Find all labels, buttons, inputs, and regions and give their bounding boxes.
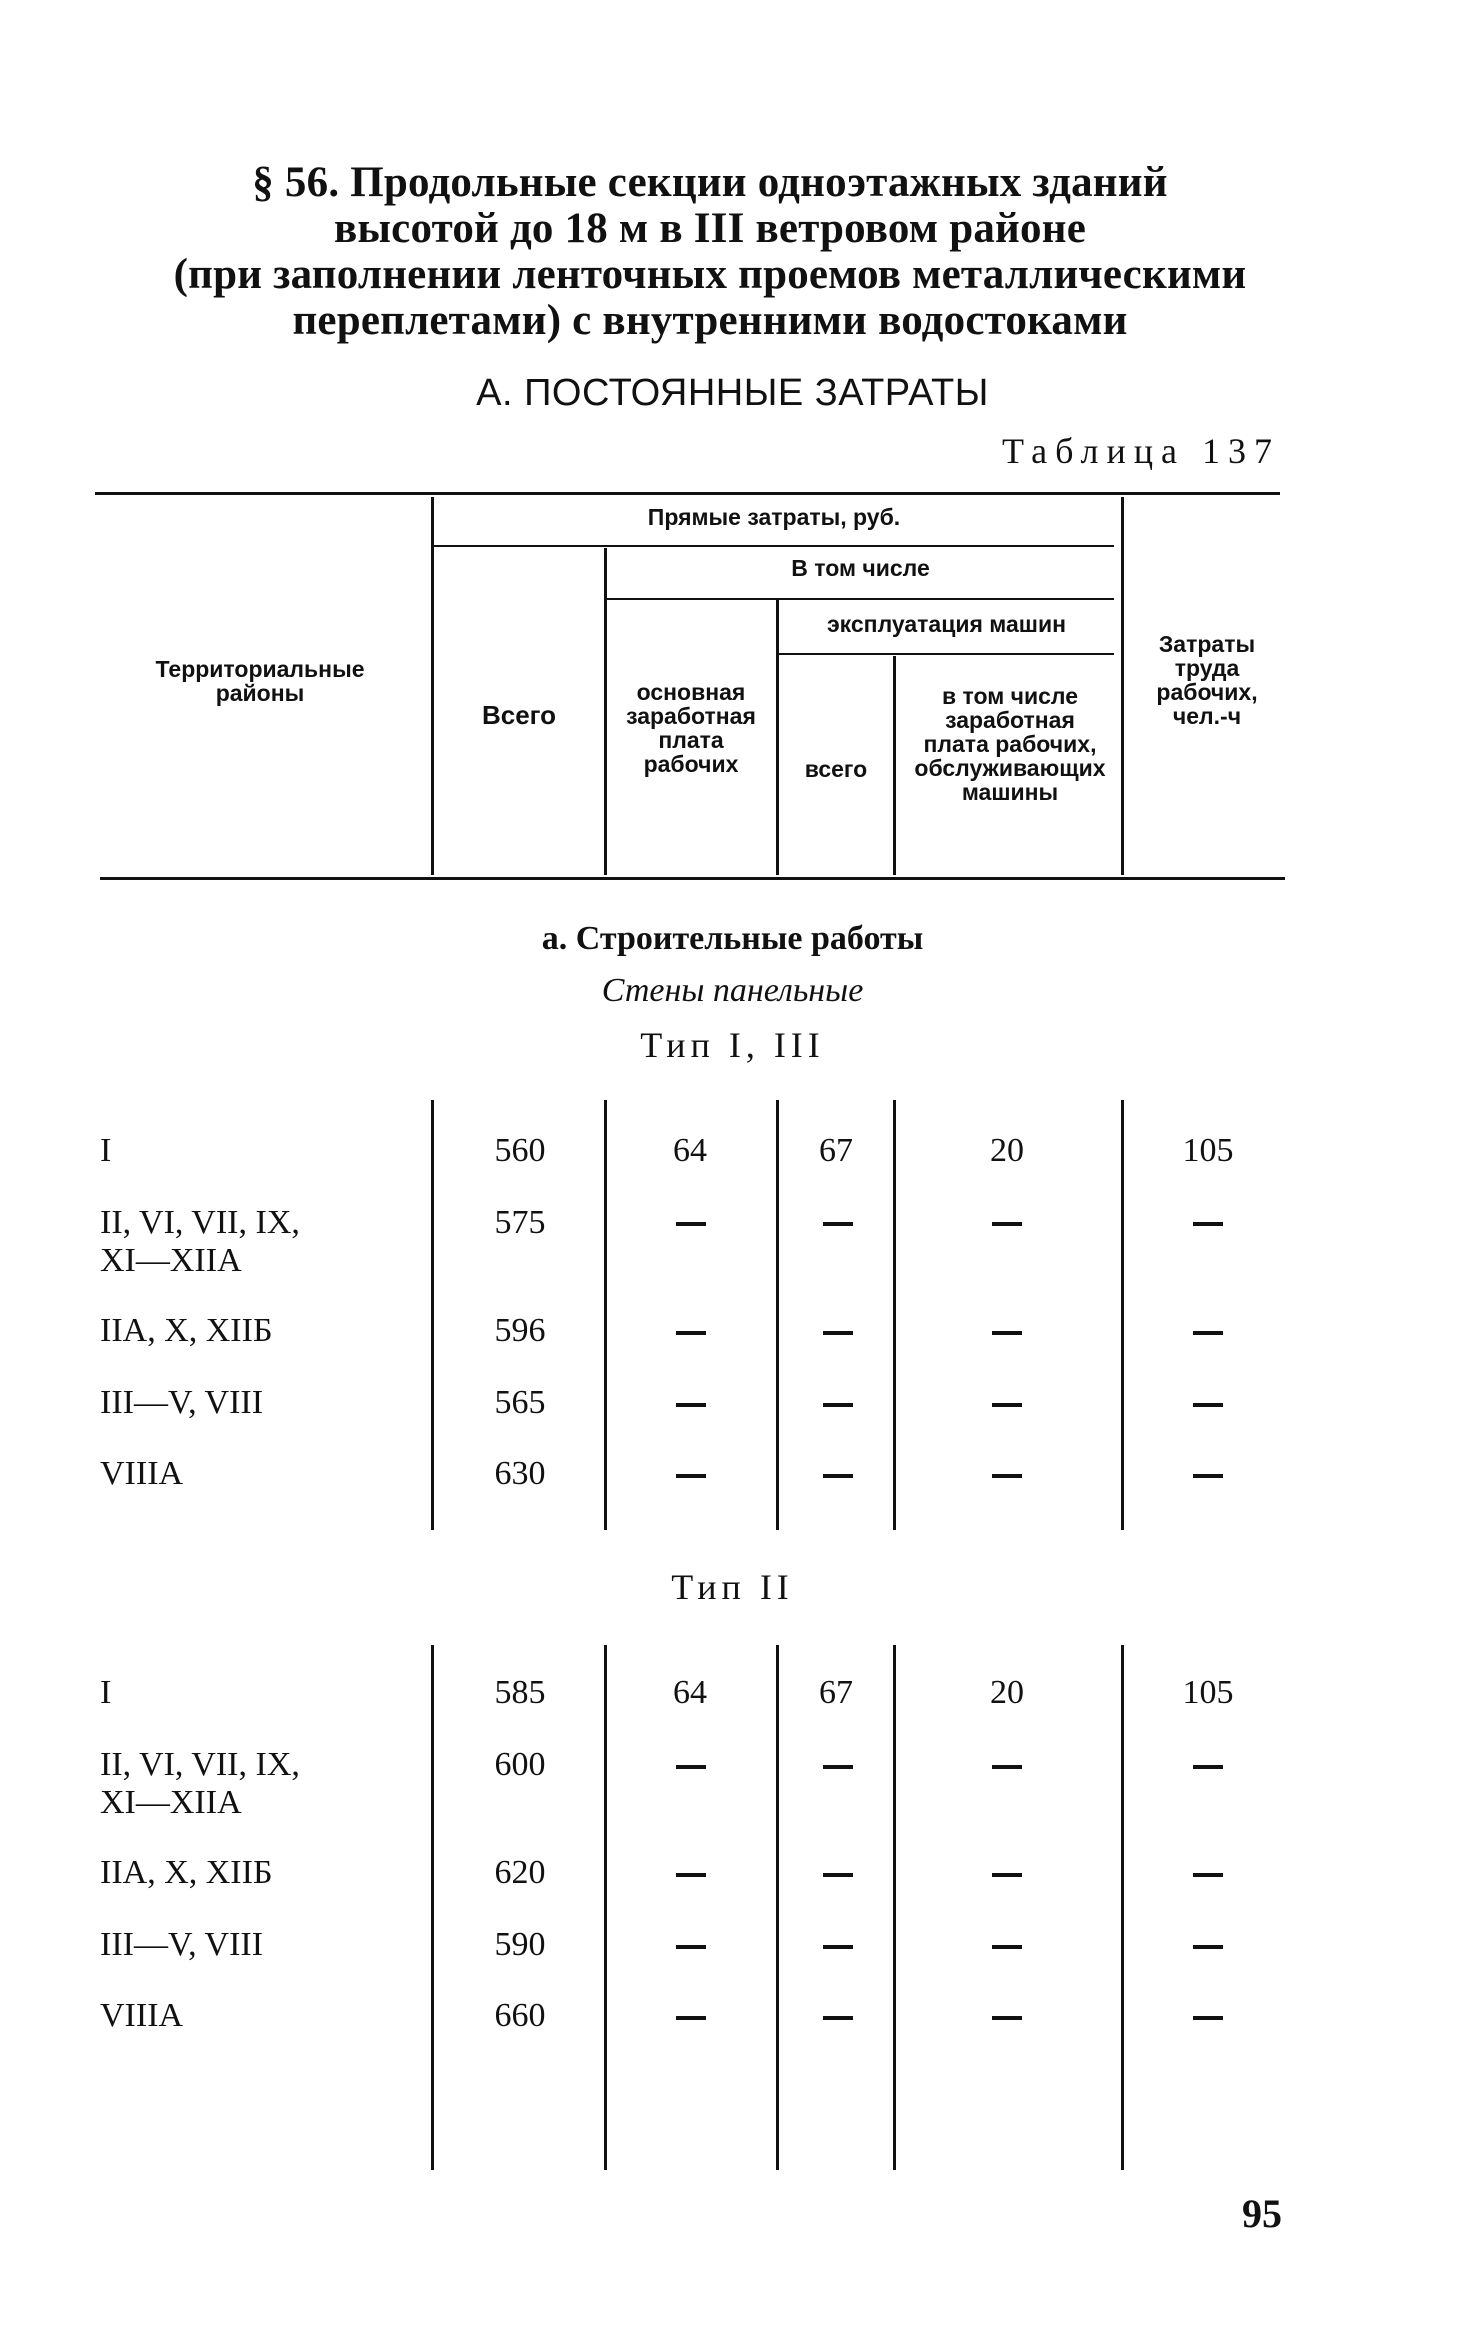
- group-1-type: Тип I, III: [640, 1025, 825, 1065]
- machine-wage-cell: 20: [990, 1674, 1024, 1711]
- region-cell: II, VI, VII, IX,: [100, 1746, 300, 1783]
- group-2-divider-1: [431, 1645, 434, 2170]
- page-number: 95: [1242, 2191, 1282, 2236]
- dash: [992, 1331, 1022, 1335]
- group-2-divider-3: [776, 1645, 779, 2170]
- dash: [676, 1222, 706, 1226]
- group-2-type: Тип II: [671, 1567, 794, 1607]
- heading-line-2: высотой до 18 м в III ветровом районе: [333, 205, 1086, 252]
- dash: [823, 1403, 853, 1407]
- header-machine-operation: эксплуатация машин: [826, 611, 1067, 637]
- dash: [992, 1765, 1022, 1769]
- section-title: А. ПОСТОЯННЫЕ ЗАТРАТЫ: [476, 372, 989, 414]
- region-cell: VIIIA: [100, 1455, 184, 1492]
- header-machine-wage: в том числе заработная плата рабочих, обслуживающих машины: [914, 683, 1106, 805]
- dash: [992, 2016, 1022, 2020]
- region-cell-continued: XI—XIIA: [100, 1784, 242, 1821]
- header-including: В том числе: [791, 555, 930, 581]
- header-total: Всего: [481, 700, 557, 730]
- region-cell: I: [100, 1674, 112, 1711]
- dash: [1193, 1222, 1223, 1226]
- dash: [823, 2016, 853, 2020]
- header-divider-5: [1121, 497, 1124, 875]
- dash: [823, 1765, 853, 1769]
- region-cell: VIIIA: [100, 1997, 184, 2034]
- group-2-divider-4: [893, 1645, 896, 2170]
- header-direct-costs: Прямые затраты, руб.: [647, 504, 901, 530]
- dash: [1193, 1474, 1223, 1478]
- header-labor: Затраты труда рабочих, чел.-ч: [1156, 631, 1258, 729]
- dash: [992, 1873, 1022, 1877]
- machine-total-cell: 67: [819, 1674, 853, 1711]
- dash: [823, 1873, 853, 1877]
- dash: [823, 1331, 853, 1335]
- region-cell: I: [100, 1132, 112, 1169]
- total-cell: 575: [494, 1204, 546, 1241]
- total-cell: 630: [494, 1455, 546, 1492]
- wage-cell: 64: [673, 1132, 707, 1169]
- group-2-divider-5: [1121, 1645, 1124, 2170]
- dash: [676, 1765, 706, 1769]
- section-heading: [120, 160, 1300, 344]
- group-1-divider-5: [1121, 1100, 1124, 1530]
- dash: [823, 1222, 853, 1226]
- dash: [992, 1222, 1022, 1226]
- dash: [1193, 1331, 1223, 1335]
- total-cell: 620: [494, 1854, 546, 1891]
- header-divider-3: [776, 600, 779, 875]
- labor-cell: 105: [1182, 1674, 1234, 1711]
- subtitle: Стены панельные: [601, 972, 864, 1009]
- rule-under-machine-operation: [778, 653, 1114, 655]
- dash: [992, 1403, 1022, 1407]
- region-cell: III—V, VIII: [100, 1384, 264, 1421]
- subsection-title: а. Строительные работы: [541, 920, 924, 957]
- machine-total-cell: 67: [819, 1132, 853, 1169]
- labor-cell: 105: [1182, 1132, 1234, 1169]
- group-1-divider-1: [431, 1100, 434, 1530]
- header-divider-4: [893, 656, 896, 875]
- dash: [676, 1403, 706, 1407]
- header-base-wage: основная заработная плата рабочих: [626, 679, 756, 777]
- header-bottom-rule: [100, 877, 1285, 880]
- dash: [676, 2016, 706, 2020]
- header-regions: Территориальные районы: [155, 656, 365, 706]
- dash: [676, 1331, 706, 1335]
- total-cell: 600: [494, 1746, 546, 1783]
- group-1-divider-2: [604, 1100, 607, 1530]
- region-cell: IIA, X, XIIБ: [100, 1312, 273, 1349]
- total-cell: 590: [494, 1926, 546, 1963]
- total-cell: 585: [494, 1674, 546, 1711]
- rule-under-including: [606, 598, 1114, 600]
- dash: [1193, 2016, 1223, 2020]
- heading-line-3: (при заполнении ленточных проемов металлическими: [173, 251, 1247, 298]
- dash: [1193, 1403, 1223, 1407]
- total-cell: 596: [494, 1312, 546, 1349]
- dash: [823, 1945, 853, 1949]
- region-cell: II, VI, VII, IX,: [100, 1204, 300, 1241]
- total-cell: 660: [494, 1997, 546, 2034]
- region-cell-continued: XI—XIIA: [100, 1242, 242, 1279]
- dash: [992, 1474, 1022, 1478]
- group-2-divider-2: [604, 1645, 607, 2170]
- wage-cell: 64: [673, 1674, 707, 1711]
- dash: [1193, 1945, 1223, 1949]
- machine-wage-cell: 20: [990, 1132, 1024, 1169]
- rule-under-direct-costs: [432, 545, 1114, 547]
- total-cell: 565: [494, 1384, 546, 1421]
- header-divider-1: [431, 497, 434, 875]
- table-label: Таблица 137: [1002, 431, 1280, 471]
- header-machine-total: всего: [804, 756, 868, 782]
- dash: [992, 1945, 1022, 1949]
- heading-line-1: § 56. Продольные секции одноэтажных зданий: [252, 159, 1168, 206]
- dash: [676, 1945, 706, 1949]
- dash: [676, 1474, 706, 1478]
- dash: [1193, 1765, 1223, 1769]
- dash: [1193, 1873, 1223, 1877]
- dash: [823, 1474, 853, 1478]
- header-divider-2: [604, 548, 607, 875]
- region-cell: III—V, VIII: [100, 1926, 264, 1963]
- heading-line-4: переплетами) с внутренними водостоками: [292, 297, 1128, 344]
- total-cell: 560: [494, 1132, 546, 1169]
- region-cell: IIA, X, XIIБ: [100, 1854, 273, 1891]
- header-top-rule: [95, 492, 1280, 495]
- dash: [676, 1873, 706, 1877]
